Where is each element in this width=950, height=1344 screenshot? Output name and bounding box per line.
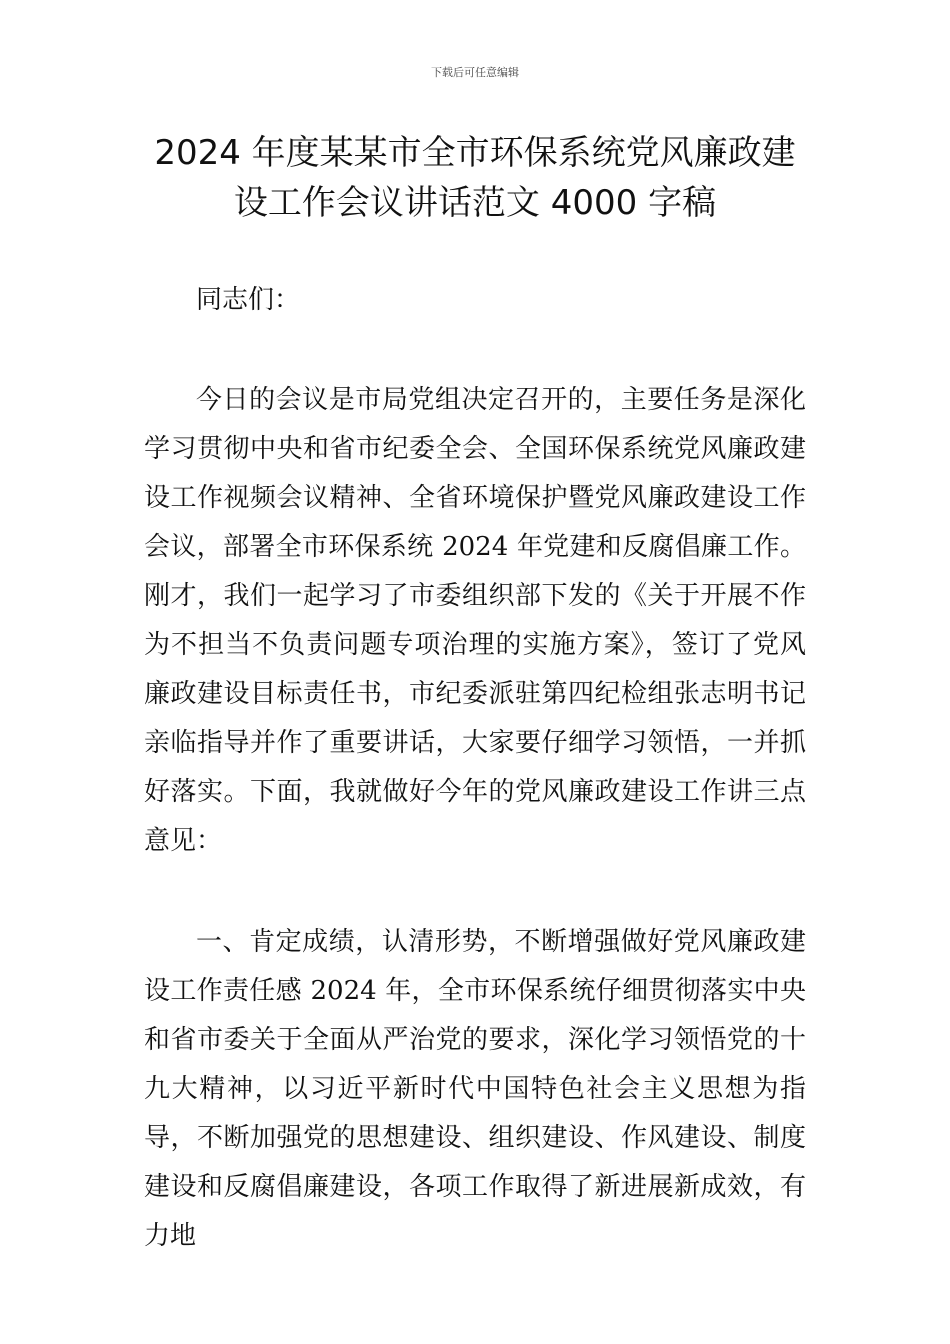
header-note: 下载后可任意编辑 [431, 66, 519, 79]
paragraph-intro: 今日的会议是市局党组决定召开的，主要任务是深化学习贯彻中央和省市纪委全会、全国环保系统党风廉政建设工作视频会议精神、全省环境保护暨党风廉政建设工作会议，部署全市环保系统 2024 年党建和反腐倡廉工作。刚才，我们一起学习了市委组织部下发的《关于开展不作为不担当不负责问题专项治理的实施方案》，签订了党风廉政建设目标责任书，市纪委派驻第四纪检组张志明书记亲临指导并作了重要讲话，大家要仔细学习领悟，一并抓好落实。下面，我就做好今年的党风廉政建设工作讲三点意见： [144, 385, 806, 856]
document-title: 2024 年度某某市全市环保系统党风廉政建设工作会议讲话范文 4000 字稿 [154, 133, 796, 223]
paragraph-section-one: 一、肯定成绩，认清形势，不断增强做好党风廉政建设工作责任感 2024 年，全市环保系统仔细贯彻落实中央和省市委关于全面从严治党的要求，深化学习领悟党的十九大精神，以习近平新时代中国特色社会主义思想为指导，不断加强党的思想建设、组织建设、作风建设、制度建设和反腐倡廉建设，各项工作取得了新进展新成效，有力地 [144, 927, 806, 1251]
salutation: 同志们： [196, 285, 301, 315]
